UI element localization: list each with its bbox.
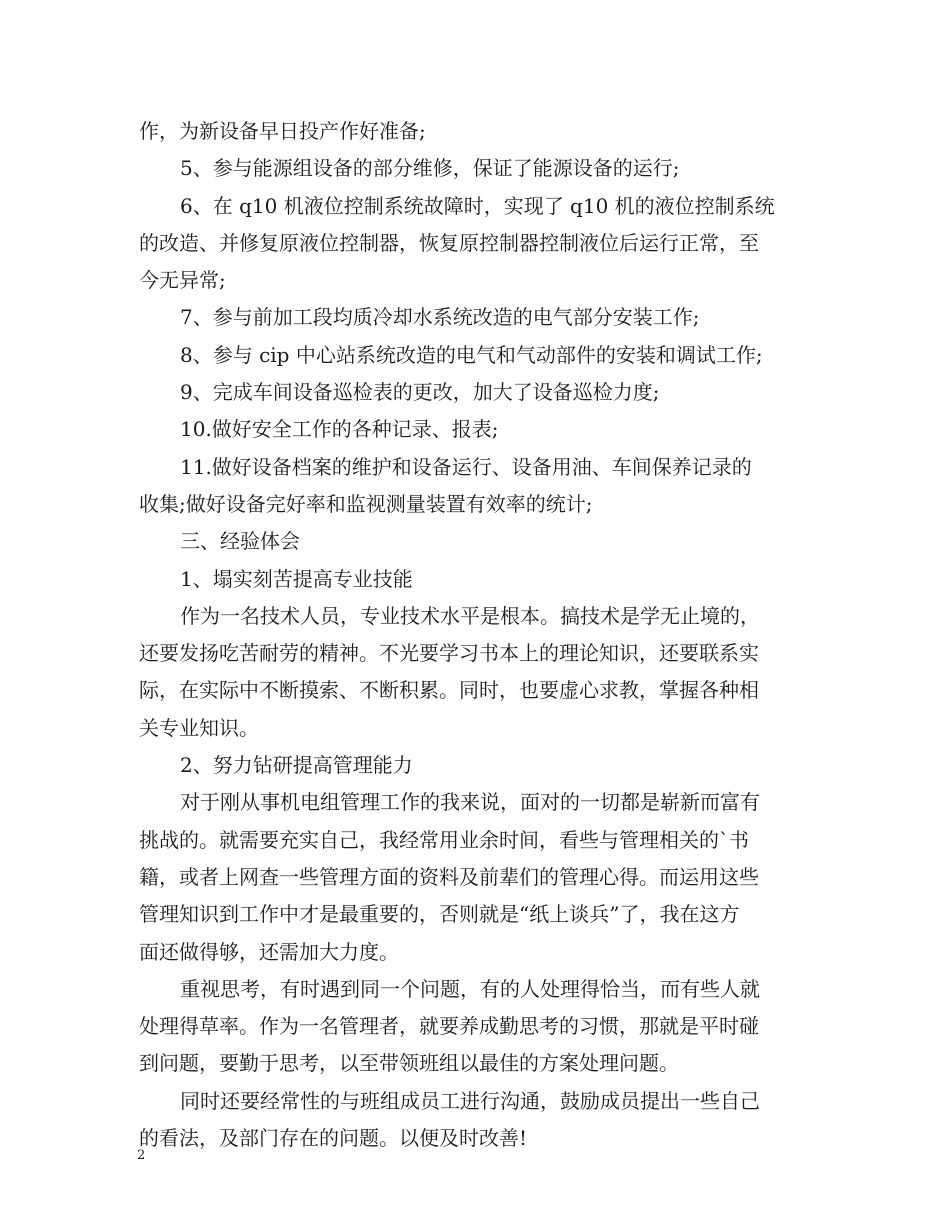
text-line: 对于刚从事机电组管理工作的我来说，面对的一切都是崭新而富有	[180, 790, 760, 815]
text-line: 同时还要经常性的与班组成员工进行沟通，鼓励成员提出一些自己	[180, 1088, 760, 1113]
text-line: 的改造、并修复原液位控制器，恢复原控制器控制液位后运行正常，至	[139, 230, 759, 255]
text-line: 10.做好安全工作的各种记录、报表;	[180, 417, 499, 442]
text-line: 到问题，要勤于思考，以至带领班组以最佳的方案处理问题。	[139, 1051, 679, 1076]
text-line: 9、完成车间设备巡检表的更改，加大了设备巡检力度;	[180, 380, 660, 405]
document-body	[139, 113, 813, 1157]
page-number: 2	[137, 1148, 146, 1163]
text-line: 管理知识到工作中才是最重要的，否则就是“纸上谈兵”了，我在这方	[139, 902, 740, 927]
text-line: 作为一名技术人员，专业技术水平是根本。搞技术是学无止境的，	[180, 603, 760, 628]
text-line: 重视思考，有时遇到同一个问题，有的人处理得恰当，而有些人就	[180, 976, 760, 1001]
text-line: 关专业知识。	[139, 715, 259, 740]
text-line: 2、努力钻研提高管理能力	[180, 753, 413, 778]
text-line: 处理得草率。作为一名管理者，就要养成勤思考的习惯，那就是平时碰	[139, 1014, 759, 1039]
text-line: 际，在实际中不断摸索、不断积累。同时，也要虚心求教，掌握各种相	[139, 678, 759, 703]
text-line: 5、参与能源组设备的部分维修，保证了能源设备的运行;	[180, 156, 680, 181]
text-line: 11.做好设备档案的维护和设备运行、设备用油、车间保养记录的	[180, 454, 752, 479]
text-line: 籍，或者上网查一些管理方面的资料及前辈们的管理心得。而运用这些	[139, 864, 759, 889]
text-line: 7、参与前加工段均质冷却水系统改造的电气部分安装工作;	[180, 305, 700, 330]
text-line: 收集;做好设备完好率和监视测量装置有效率的统计;	[139, 491, 593, 516]
text-line: 还要发扬吃苦耐劳的精神。不光要学习书本上的理论知识，还要联系实	[139, 641, 759, 666]
text-line: 作，为新设备早日投产作好准备;	[139, 119, 426, 143]
text-line: 三、经验体会	[180, 529, 300, 554]
text-line: 今无异常;	[139, 268, 226, 293]
text-line: 8、参与 cip 中心站系统改造的电气和气动部件的安装和调试工作;	[180, 342, 763, 367]
text-line: 1、塌实刻苦提高专业技能	[180, 566, 413, 591]
text-line: 面还做得够，还需加大力度。	[139, 939, 399, 964]
text-line: 的看法，及部门存在的问题。以便及时改善!	[139, 1126, 528, 1151]
text-line: 6、在 q10 机液位控制系统故障时，实现了 q10 机的液位控制系统	[180, 193, 775, 218]
text-line: 挑战的。就需要充实自己，我经常用业余时间，看些与管理相关的`书	[139, 827, 749, 852]
